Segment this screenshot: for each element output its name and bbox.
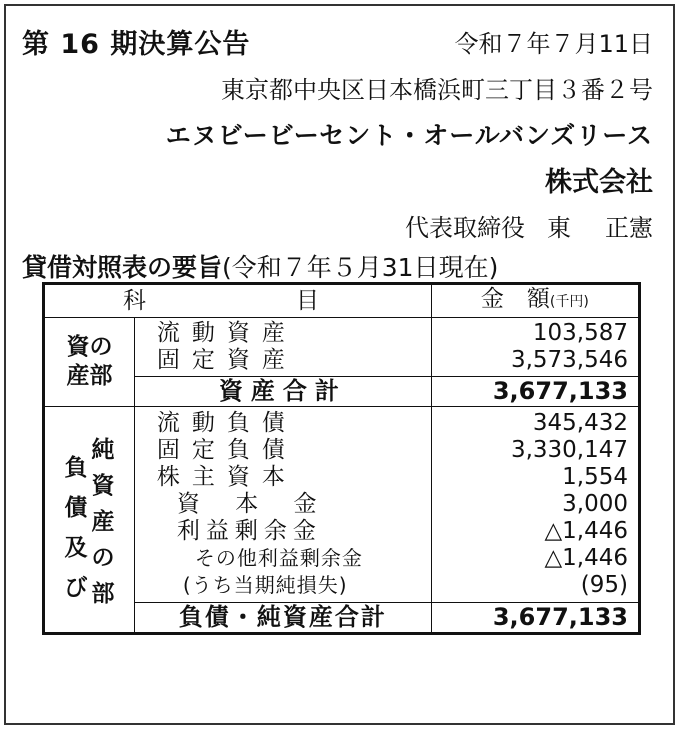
balance-sheet-title <box>22 248 498 284</box>
list-item: 株主資本 <box>156 464 297 490</box>
assets-items: 流動資産 固定資産 <box>134 318 431 377</box>
liab-label-col2: 純 資 産 の 部 <box>91 436 115 607</box>
liabilities-total-value: 3,677,133 <box>431 603 639 634</box>
assets-total-label: 資産合計 <box>134 377 431 407</box>
rep-title: 代表取締役 <box>405 214 525 242</box>
company-address: 東京都中央区日本橋浜町三丁目３番２号 <box>221 76 653 104</box>
balance-sheet-table <box>42 282 641 635</box>
bs-title-text: 貸借対照表の要旨 <box>22 253 223 282</box>
list-item: 固定負債 <box>156 437 297 463</box>
liabilities-section-label <box>44 407 135 634</box>
header-kamoku: 科 目 <box>44 284 432 318</box>
liabilities-items <box>134 407 431 603</box>
liab-label-col1: 負 債 及 び <box>64 454 88 601</box>
list-item: 資 本 金 <box>176 491 331 517</box>
rep-family-name: 東 <box>547 214 571 242</box>
list-item: その他利益剰余金 <box>194 546 363 570</box>
notice-date: 令和７年７月11日 <box>454 30 653 58</box>
table-header-row <box>44 284 640 318</box>
liabilities-rows <box>44 407 640 603</box>
assets-total-value: 3,677,133 <box>431 377 639 407</box>
list-item: (うち当期純損失) <box>182 573 348 597</box>
header-kingaku: 金 額(千円) <box>431 284 639 318</box>
liabilities-total-label: 負債・純資産合計 <box>134 603 431 634</box>
representative <box>405 208 653 243</box>
notice-title: 第 16 期決算公告 <box>22 29 251 60</box>
bs-period: (令和７年５月31日現在) <box>222 253 499 282</box>
assets-rows <box>44 318 640 377</box>
list-item: 利益剰余金 <box>176 518 322 544</box>
liabilities-values: 345,432 3,330,147 1,554 3,000 △1,446 △1,446 (95) <box>431 407 639 603</box>
assets-values: 103,587 3,573,546 <box>431 318 639 377</box>
company-name-line2: 株式会社 <box>545 167 653 198</box>
list-item: 流動負債 <box>156 410 297 436</box>
company-name-line1: エヌビービーセント・オールバンズリース <box>165 121 653 150</box>
rep-given-name: 正憲 <box>605 214 653 242</box>
assets-section-label: 資の 産部 <box>44 318 135 407</box>
